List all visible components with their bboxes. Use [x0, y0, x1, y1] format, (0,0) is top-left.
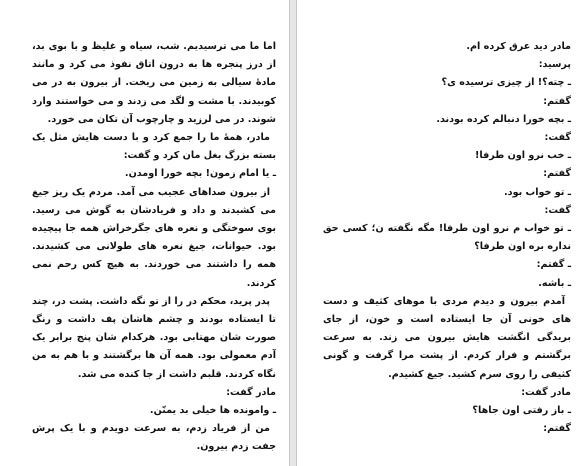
dialogue-line: ـ باشه.: [538, 277, 571, 289]
dialogue-line: گفت:: [544, 132, 571, 144]
paragraph: مادر، همهٔ ما را جمع کرد و با دست هایش مثل یک بسته بزرگ بغل مان کرد و گفت:: [32, 132, 276, 162]
paragraph: اما ما می ترسیدیم. شب، سیاه و غلیظ و با بوی بد، از درز پنجره ها به درون اتاق نفوذ می کرد و مانند مادهٔ سیالی به زمین می ریخت. از بیرون به در می کوبیدند. با مشت و لگد می زدند و می خواستند وارد شوند. در می لرزید و چارچوب آن تکان می خورد.: [32, 41, 276, 125]
dialogue-line: گفتم:: [543, 168, 571, 180]
paragraph: مادر دید عرق کرده ام.: [466, 41, 571, 52]
dialogue-line: پرسید:: [538, 59, 571, 71]
dialogue-line: مادر گفت:: [226, 386, 276, 398]
left-page: [0, 0, 289, 466]
dialogue-line: مادر گفت:: [521, 386, 571, 398]
right-page: [297, 0, 587, 466]
dialogue-line: ـ گفتم:: [536, 259, 571, 271]
dialogue-line: ـ تو خواب م نرو اون طرفا! مگه نگفته ن؛ کسی حق نداره بره اون طرفا؟: [323, 223, 571, 253]
dialogue-line: گفتم:: [543, 423, 571, 435]
dialogue-line: ـ خب نرو اون طرفا!: [475, 150, 571, 162]
dialogue-line: ـ تو خواب بود.: [504, 186, 571, 198]
page-gutter: [289, 0, 297, 466]
dialogue-line: ـ یا امام زمون! بچه خورا اومدن.: [124, 168, 276, 180]
dialogue-line: گفت:: [544, 204, 571, 216]
dialogue-line: ـ چته؟! از چیزی ترسیده ی؟: [441, 77, 571, 89]
dialogue-line: ـ وامونده ها خیلی بد یمنّن.: [149, 405, 276, 417]
dialogue-line: ـ باز رفتی اون جاها؟: [472, 405, 571, 417]
dialogue-line: ـ بچه خورا دنبالم کرده بودند.: [436, 113, 571, 125]
paragraph: پدر پرید، محکم در را از تو نگه داشت. پشت در، چند تا ایستاده بودند و چشم هاشان پف داشت و رنگ صورت شان مهتابی بود. هرکدام شان پنج برابر یک آدم معمولی بود. همه آن ها برگشتند و با هم به من نگاه کردند. قلبم داشت از جا کنده می شد.: [32, 295, 276, 380]
paragraph: من از فریاد زدم، به سرعت دویدم و با یک پرش جفت زدم بیرون.: [32, 423, 276, 453]
dialogue-line: گفتم:: [543, 95, 571, 107]
left-page-text: [32, 38, 276, 457]
paragraph: آمدم بیرون و دیدم مردی با موهای کثیف و دست های خونی آن جا ایستاده است و خون، از جای بریدگی انگشت هایش بیرون می زند. به سرعت برگشتم و فرار کردم. از پشت مرا گرفت و گونی کثیفی را روی سرم کشید. جیغ کشیدم.: [323, 295, 571, 380]
right-page-text: [323, 38, 571, 438]
paragraph: از بیرون صداهای عجیب می آمد. مردم یک ریز جیغ می کشیدند و داد و فریادشان به گوش می رسید. بوی سوختگی و نعره های جگرخراش همه جا پیچیده بود. حیوانات، جیغ نعره های طولانی می کشیدند. همه را داشتند می خوردند. به هیچ کس رحم نمی کردند.: [32, 186, 276, 289]
